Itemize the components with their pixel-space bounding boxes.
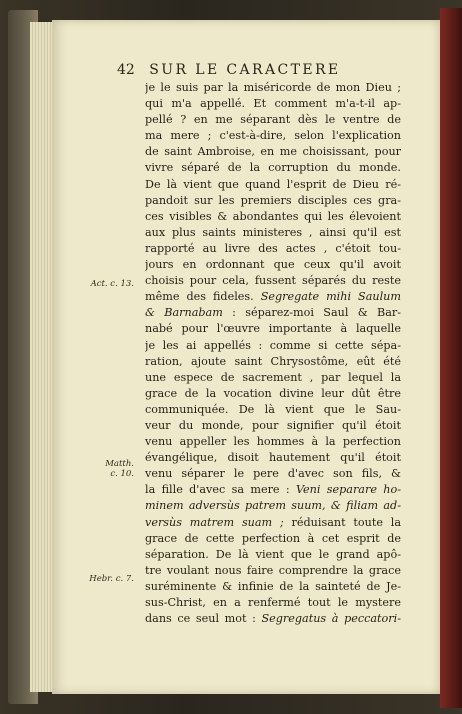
running-head	[117, 62, 417, 82]
text-line: ces visibles & abondantes qui les élevoient	[145, 209, 401, 223]
text-line: une espece de sacrement , par lequel la	[145, 370, 401, 384]
book-cover-right	[440, 8, 462, 708]
running-title: SUR LE CARACTERE	[149, 62, 341, 78]
text-line: vivre séparé de la corruption du monde.	[145, 161, 401, 175]
margin-note-matthew: Matth.	[105, 459, 134, 469]
text-line: minem adversùs patrem suum, & filiam ad-	[145, 499, 401, 513]
text-line	[145, 515, 401, 531]
text-line: aux plus saints ministeres , ainsi qu'il est	[145, 225, 401, 239]
italic-text-run: & Barnabam	[145, 306, 223, 320]
text-line: communiquée. De là vient que le Sau-	[145, 402, 401, 416]
page-number: 42	[117, 62, 135, 78]
text-line: De là vient que quand l'esprit de Dieu ré-	[145, 177, 401, 191]
margin-note-acts: Act. c. 13.	[90, 279, 134, 289]
text-line: ration, ajoute saint Chrysostôme, eût été	[145, 354, 401, 368]
text-line: rapporté au livre des actes , c'étoit tou-	[145, 241, 401, 255]
text-line: je le suis par la miséricorde de mon Dieu ;	[145, 81, 401, 94]
italic-text-run: versùs matrem suam ;	[145, 515, 284, 529]
text-run: réduisant toute la	[283, 515, 401, 529]
italic-text-run: Segregate mihi Saulum	[260, 290, 401, 304]
text-line	[145, 611, 401, 627]
text-line: jours en ordonnant que ceux qu'il avoit	[145, 258, 401, 272]
text-line: grace de cette perfection à cet esprit de	[145, 531, 401, 545]
text-line: choisis pour cela, fussent séparés du reste	[145, 274, 401, 288]
page-edges	[30, 22, 54, 692]
text-line: pellé ? en me séparant dès le ventre de	[145, 113, 401, 127]
text-line: veur du monde, pour signifier qu'il étoit	[145, 418, 401, 432]
text-line: qui m'a appellé. Et comment m'a-t-il ap-	[145, 97, 401, 111]
text-line: venu appeller les hommes à la perfection	[145, 435, 401, 449]
text-run: la fille d'avec sa mere :	[145, 483, 290, 497]
body-text	[145, 80, 401, 627]
text-line	[145, 482, 401, 498]
text-line	[145, 289, 401, 305]
text-line	[145, 305, 401, 321]
text-line: je les ai appellés : comme si cette sépa-	[145, 338, 401, 352]
text-line: évangélique, disoit hautement qu'il étoit	[145, 451, 401, 465]
text-line: séparation. De là vient que le grand apô-	[145, 547, 401, 561]
text-line: tre voulant nous faire comprendre la grace	[145, 563, 401, 577]
text-line: suréminente & infinie de la sainteté de Je-	[145, 579, 401, 593]
margin-note-hebrews: Hebr. c. 7.	[89, 574, 134, 584]
text-line: de saint Ambroise, en me choisissant, pour	[145, 145, 401, 159]
text-line: venu séparer le pere d'avec son fils, &	[145, 467, 401, 481]
text-line: ma mere ; c'est-à-dire, selon l'explication	[145, 129, 401, 143]
italic-text-run: Veni separare ho-	[295, 483, 401, 497]
italic-text-run: Segregatus à peccatori-	[261, 612, 401, 626]
text-line: pandoit sur les premiers disciples ces gra-	[145, 193, 401, 207]
text-run: même des fideles.	[145, 290, 254, 304]
text-line: nabé pour l'œuvre importante à laquelle	[145, 322, 401, 336]
text-line: sus-Christ, en a renfermé tout le mystere	[145, 596, 401, 609]
text-run: dans ce seul mot :	[145, 612, 256, 626]
text-run: : séparez-moi Saul & Bar-	[222, 306, 401, 320]
text-line: grace de la vocation divine leur dût être	[145, 386, 401, 400]
margin-note-matthew-chapter: c. 10.	[110, 469, 134, 479]
